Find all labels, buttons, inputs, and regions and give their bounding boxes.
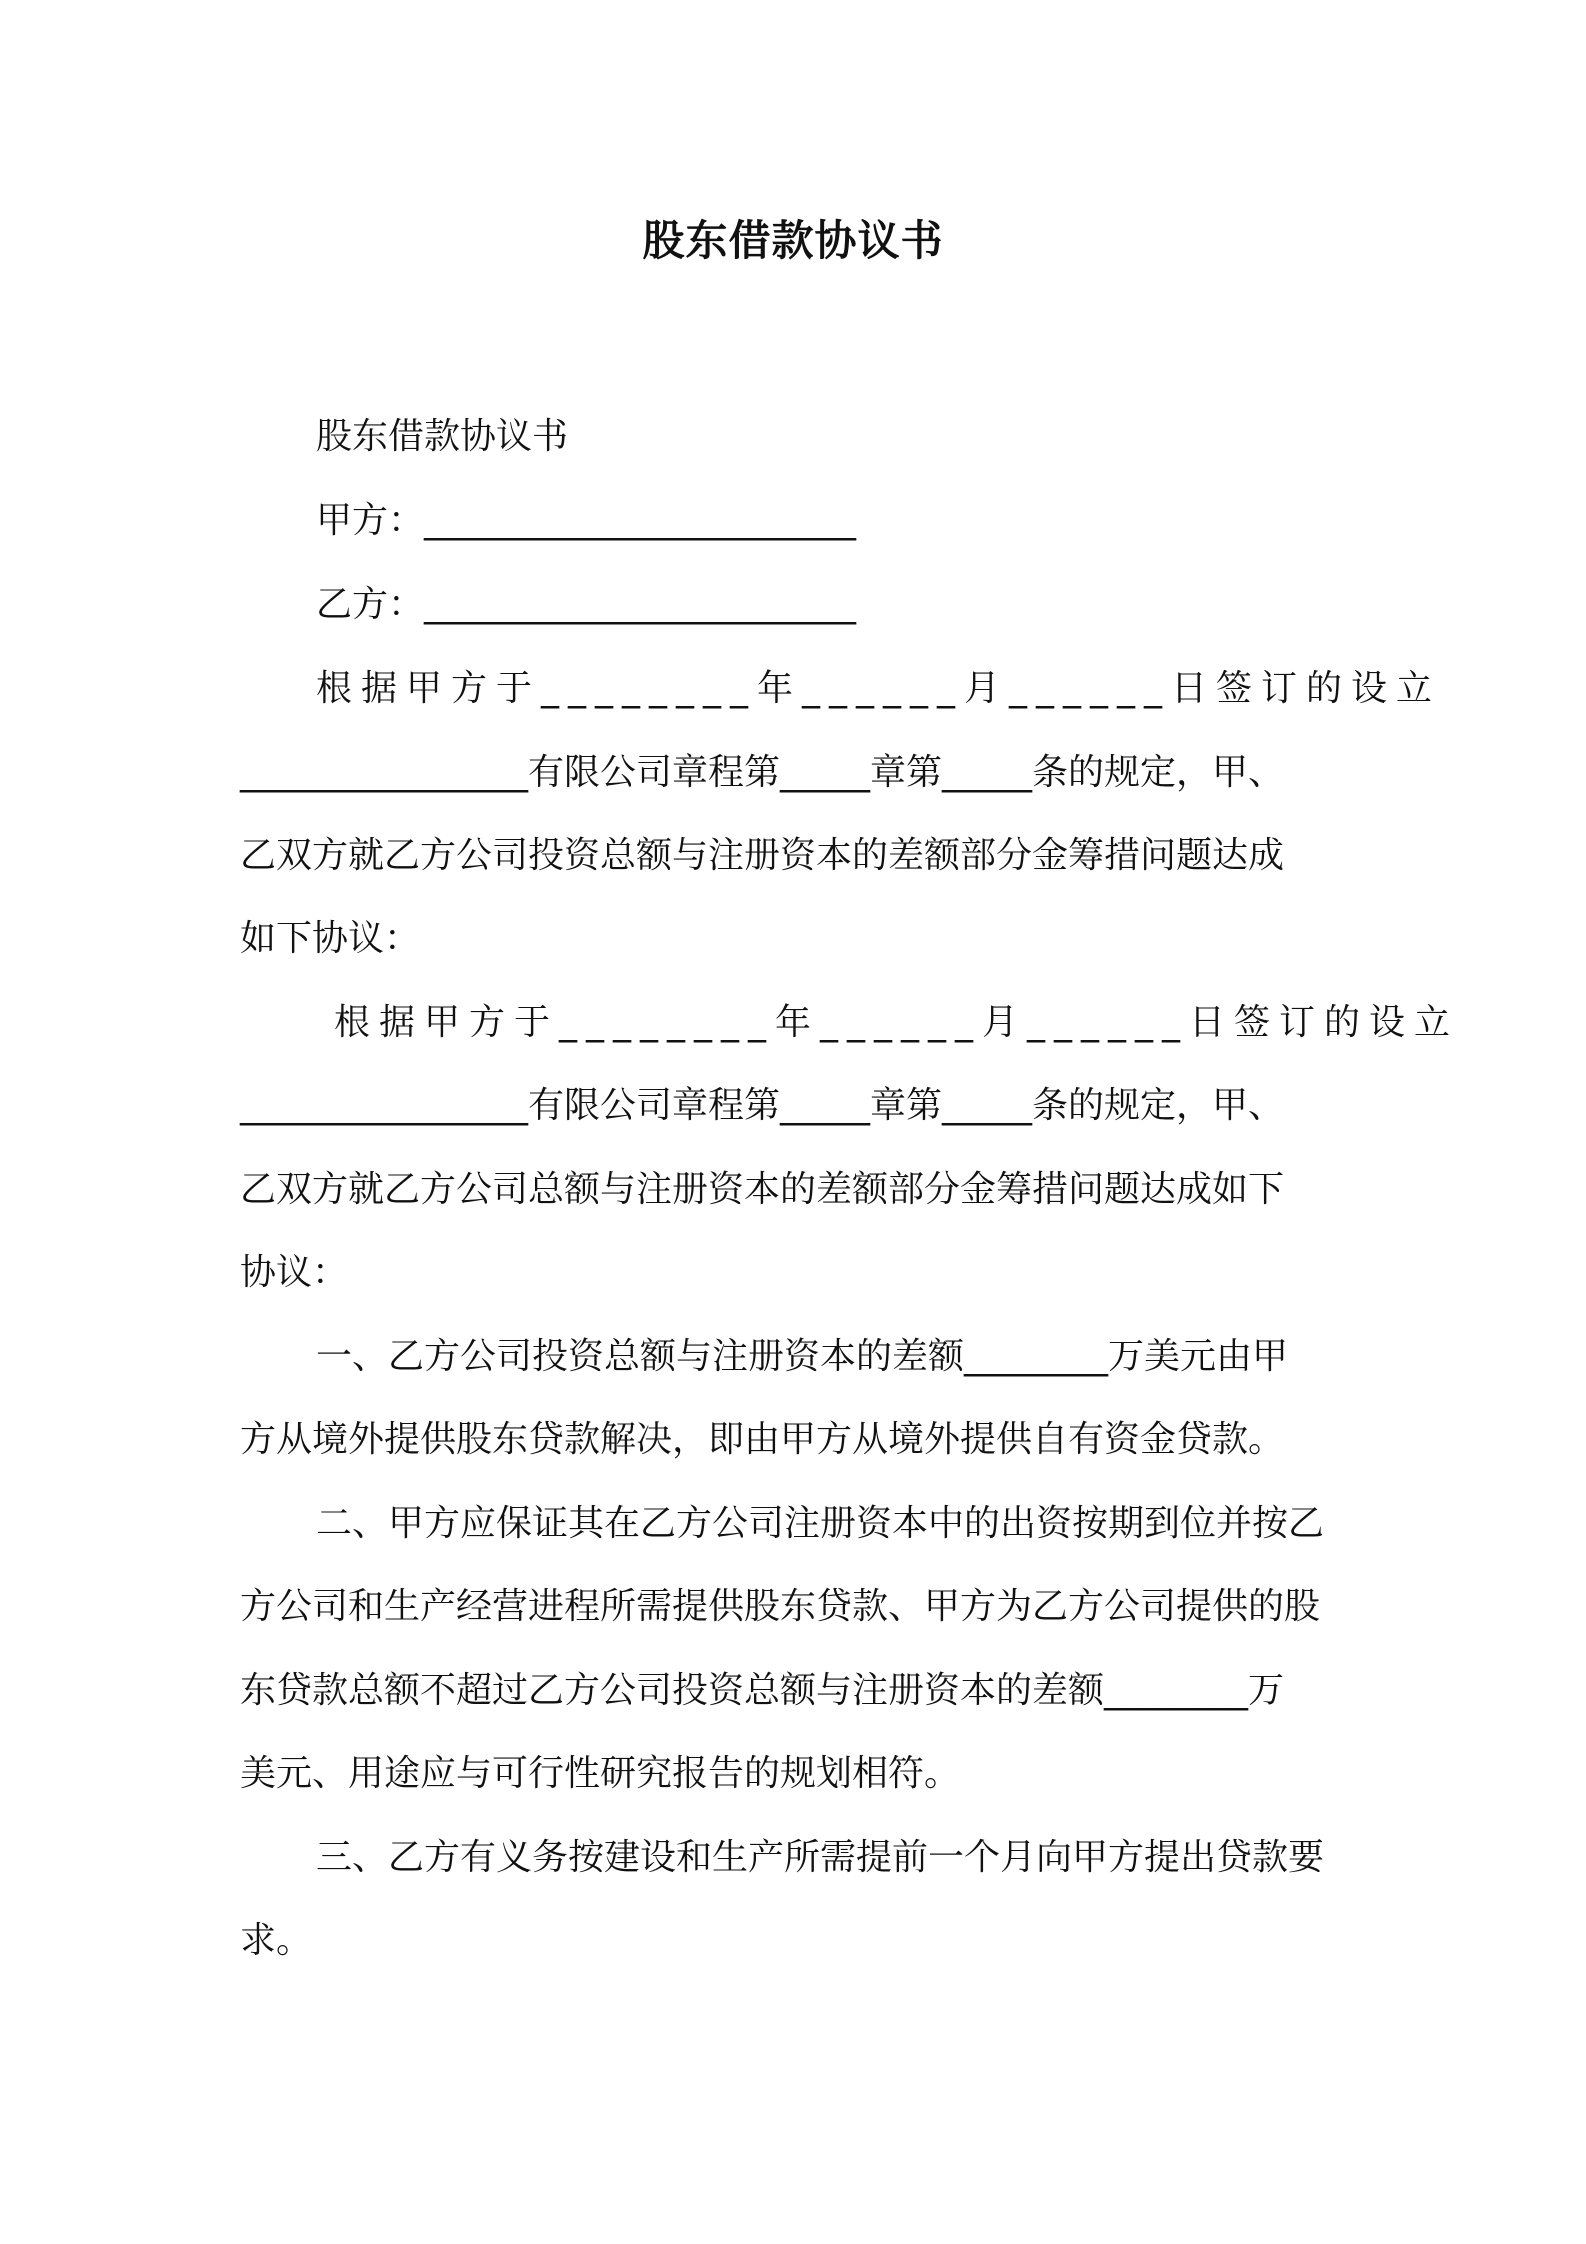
paragraph-line: ________________有限公司章程第_____章第_____条的规定，甲、 [240,1085,1285,1126]
clause-2-line: 美元、用途应与可行性研究报告的规划相符。 [240,1753,961,1794]
paragraph-line: 根据甲方于________年______月______日签订的设立 [334,1002,1460,1043]
paragraph-line: 乙双方就乙方公司投资总额与注册资本的差额部分金筹措问题达成 [240,835,1285,876]
paragraph-line: 协议： [240,1252,349,1293]
clause-3-line: 三、乙方有义务按建设和生产所需提前一个月向甲方提出贷款要 [316,1837,1325,1878]
clause-2-line: 方公司和生产经营进程所需提供股东贷款、甲方为乙方公司提供的股 [240,1586,1321,1627]
paragraph-line: 如下协议： [240,918,421,959]
clause-3-line: 求。 [240,1920,313,1961]
clause-2-line: 二、甲方应保证其在乙方公司注册资本中的出资按期到位并按乙 [316,1503,1325,1544]
clause-2-line: 东贷款总额不超过乙方公司投资总额与注册资本的差额________万 [240,1670,1285,1711]
party-b-line: 乙方：________________________ [316,584,857,625]
clause-1-line: 一、乙方公司投资总额与注册资本的差额________万美元由甲 [316,1336,1289,1377]
paragraph-line: ________________有限公司章程第_____章第_____条的规定，甲、 [240,752,1285,793]
document-title: 股东借款协议书 [642,216,944,265]
clause-1-line: 方从境外提供股东贷款解决，即由甲方从境外提供自有资金贷款。 [240,1419,1285,1460]
party-a-line: 甲方：________________________ [316,500,857,541]
paragraph-line: 根据甲方于________年______月______日签订的设立 [316,668,1442,709]
subheading: 股东借款协议书 [316,416,569,457]
paragraph-line: 乙双方就乙方公司总额与注册资本的差额部分金筹措问题达成如下 [240,1169,1285,1210]
